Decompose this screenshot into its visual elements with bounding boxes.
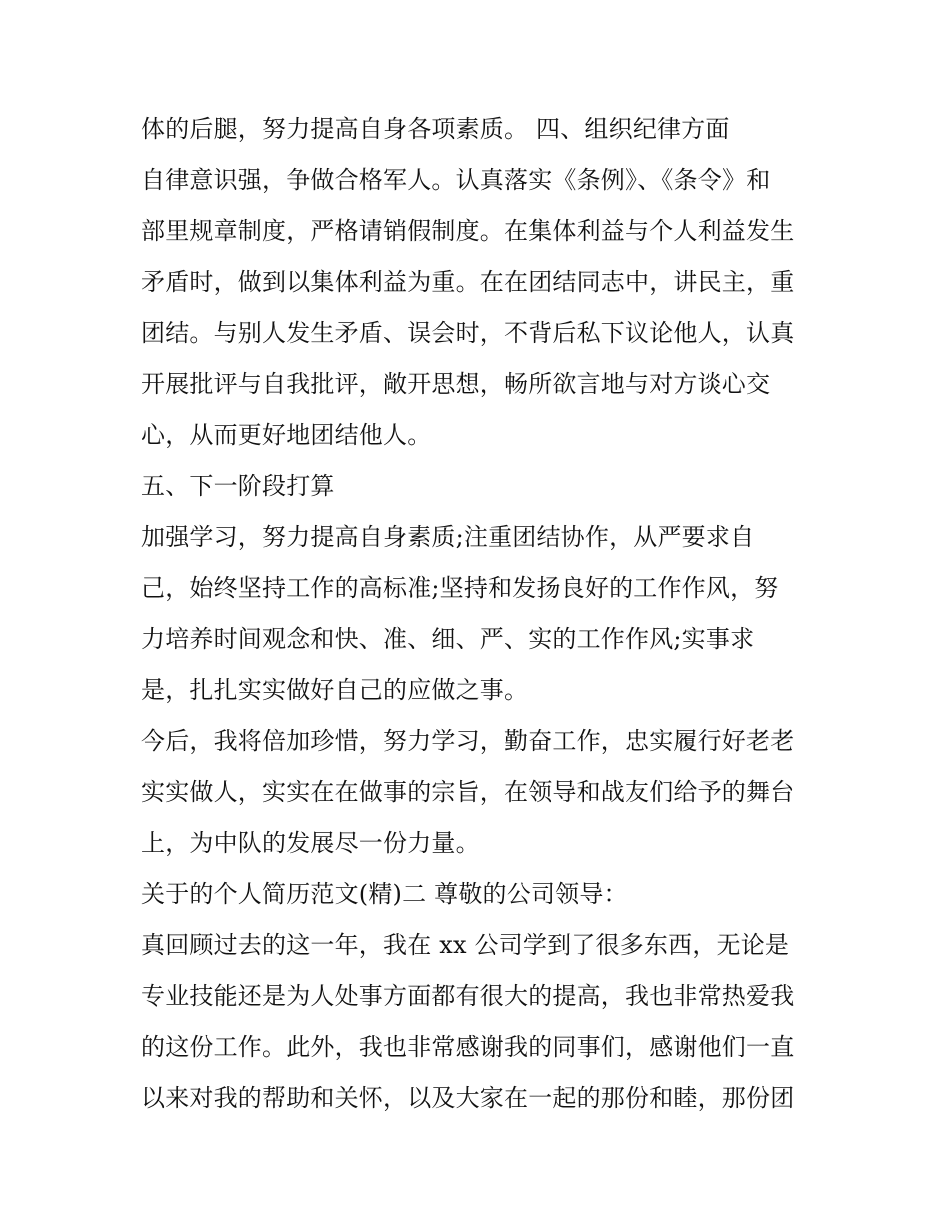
text-line: 矛盾时，做到以集体利益为重。在在团结同志中，讲民主，重 [141, 268, 795, 296]
text-line: 心，从而更好地团结他人。 [141, 421, 432, 449]
text-line: 是，扎扎实实做好自己的应做之事。 [141, 676, 529, 704]
text-line: 今后，我将倍加珍惜，努力学习，勤奋工作，忠实履行好老老 [141, 727, 795, 755]
text-line: 自律意识强，争做合格军人。认真落实《条例》、《条令》和 [141, 166, 771, 194]
text-line: 以来对我的帮助和关怀，以及大家在一起的那份和睦，那份团 [141, 1084, 795, 1112]
text-line: 体的后腿，努力提高自身各项素质。 四、组织纪律方面 [141, 115, 730, 143]
text-line: 真回顾过去的这一年，我在 xx 公司学到了很多东西，无论是 [141, 931, 790, 959]
text-line: 己，始终坚持工作的高标准;坚持和发扬良好的工作作风，努 [141, 574, 779, 602]
text-line: 开展批评与自我批评，敞开思想，畅所欲言地与对方谈心交 [141, 370, 771, 398]
text-line: 团结。与别人发生矛盾、误会时，不背后私下议论他人，认真 [141, 319, 795, 347]
text-line: 力培养时间观念和快、准、细、严、实的工作作风;实事求 [141, 625, 755, 653]
text-line: 实实做人，实实在在做事的宗旨，在领导和战友们给予的舞台 [141, 778, 795, 806]
text-line: 部里规章制度，严格请销假制度。在集体利益与个人利益发生 [141, 217, 795, 245]
section-heading: 五、下一阶段打算 [141, 472, 335, 500]
text-line: 的这份工作。此外，我也非常感谢我的同事们，感谢他们一直 [141, 1033, 795, 1061]
section-heading: 关于的个人简历范文(精)二 尊敬的公司领导： [141, 880, 628, 908]
text-line: 加强学习，努力提高自身素质;注重团结协作，从严要求自 [141, 523, 755, 551]
text-line: 专业技能还是为人处事方面都有很大的提高，我也非常热爱我 [141, 982, 795, 1010]
text-line: 上，为中队的发展尽一份力量。 [141, 829, 480, 857]
